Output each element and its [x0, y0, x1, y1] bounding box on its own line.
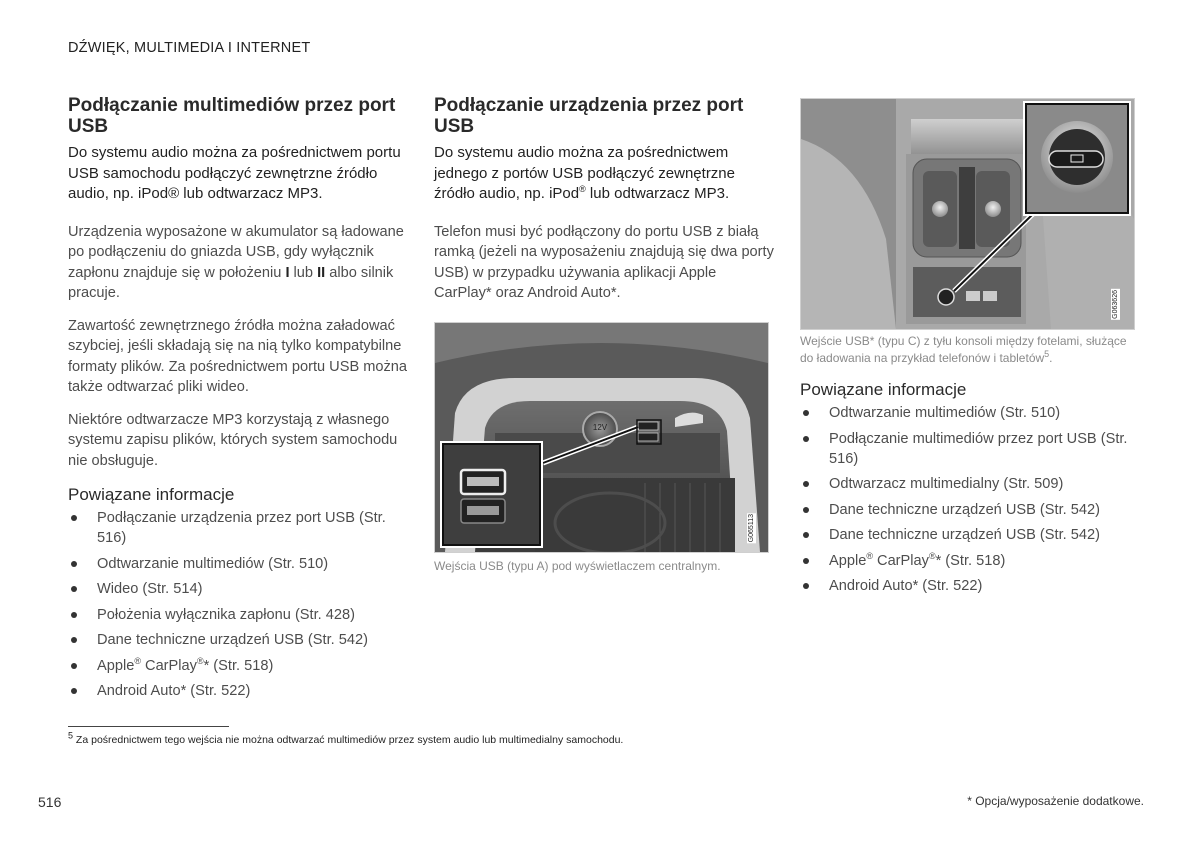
- section-related-info: [800, 380, 1135, 602]
- registered-mark: ®: [579, 184, 586, 194]
- related-list: [800, 403, 1135, 596]
- related-info-title: Powiązane informacje: [800, 380, 967, 399]
- usb-type-c-illustration: [800, 98, 1135, 330]
- section-usb-multimedia: [68, 95, 408, 707]
- figure-caption: [800, 333, 1135, 367]
- footnote: [68, 730, 624, 746]
- figure-id: G063626: [1112, 290, 1119, 319]
- related-link[interactable]: Odtwarzacz multimedialny (Str. 509): [800, 474, 1135, 494]
- related-link[interactable]: Android Auto* (Str. 522): [800, 576, 1135, 596]
- ignition-position-2: II: [317, 264, 326, 281]
- text-span: CarPlay: [140, 657, 197, 674]
- rear-console-drawing: [801, 99, 1134, 329]
- section-title: Podłączanie multimediów przez port USB: [68, 95, 396, 137]
- lead-paragraph: [434, 143, 774, 205]
- 12v-socket-label: 12V: [592, 423, 608, 432]
- section-title: Podłączanie urządzenia przez port USB: [434, 95, 744, 137]
- text-span: lub: [289, 264, 318, 281]
- related-link[interactable]: Dane techniczne urządzeń USB (Str. 542): [68, 630, 408, 650]
- console-drawing: [435, 323, 768, 552]
- option-note: * Opcja/wyposażenie dodatkowe.: [967, 794, 1144, 808]
- registered-mark: ®: [196, 655, 204, 666]
- text-span: Apple: [97, 657, 135, 674]
- text-span: * (Str. 518): [935, 552, 1006, 569]
- related-link[interactable]: Odtwarzanie multimediów (Str. 510): [800, 403, 1135, 423]
- paragraph-phone: Telefon musi być podłączony do portu USB z białą ramką (jeżeli na wyposażeniu znajdują się dwa porty USB) w przypadku używania aplikacji Apple CarPlay* oraz Android Auto*.: [434, 223, 774, 301]
- figure-id: G065113: [748, 514, 755, 543]
- registered-mark: ®: [134, 655, 141, 666]
- text-span: * (Str. 518): [203, 657, 274, 674]
- paragraph-charging: [68, 222, 408, 304]
- ignition-position-1: I: [285, 264, 290, 281]
- related-link[interactable]: Podłączanie multimediów przez port USB (Str. 516): [800, 429, 1135, 469]
- section-usb-device: [434, 95, 774, 316]
- paragraph-mp3: Niektóre odtwarzacze MP3 korzystają z własnego systemu zapisu plików, których system samochodu nie obsługuje.: [68, 411, 398, 469]
- text-span: CarPlay: [872, 552, 929, 569]
- text-span: Apple: [829, 552, 867, 569]
- related-link[interactable]: Podłączanie urządzenia przez port USB (Str. 516): [68, 508, 408, 548]
- footnote-number: 5: [68, 730, 74, 741]
- text-span: albo silnik pracuje.: [68, 264, 394, 301]
- text-span: Wejście USB* (typu C) z tyłu konsoli między fotelami, służące do ładowania na przykład telefonów i tabletów: [800, 334, 1127, 365]
- related-link[interactable]: Odtwarzanie multimediów (Str. 510): [68, 554, 408, 574]
- page-number: 516: [38, 794, 62, 810]
- related-link-carplay[interactable]: [68, 656, 408, 676]
- registered-mark: ®: [928, 550, 936, 561]
- text-span: lub odtwarzacz MP3.: [585, 185, 730, 202]
- related-link-carplay[interactable]: [800, 551, 1135, 571]
- figure-caption: Wejścia USB (typu A) pod wyświetlaczem centralnym.: [434, 559, 721, 573]
- related-link[interactable]: Położenia wyłącznika zapłonu (Str. 428): [68, 605, 408, 625]
- running-head: DŹWIĘK, MULTIMEDIA I INTERNET: [68, 40, 311, 56]
- lead-paragraph: Do systemu audio można za pośrednictwem portu USB samochodu podłączyć zewnętrzne źródło audio, np. iPod® lub odtwarzacz MP3.: [68, 144, 401, 202]
- text-span: Do systemu audio można za pośrednictwem jednego z portów USB podłączyć zewnętrzne źródło audio, np. iPod: [434, 144, 735, 202]
- text-span: Urządzenia wyposażone w akumulator są ładowane po podłączeniu do gniazda USB, gdy wyłącznik zapłonu znajduje się w położeniu: [68, 223, 404, 281]
- related-list: [68, 508, 408, 701]
- related-link[interactable]: Dane techniczne urządzeń USB (Str. 542): [800, 500, 1135, 520]
- related-info-title: Powiązane informacje: [68, 485, 235, 504]
- usb-type-a-illustration: [434, 322, 769, 553]
- text-span: .: [1049, 351, 1053, 365]
- footnote-text: Za pośrednictwem tego wejścia nie można odtwarzać multimediów przez system audio lub multimedialny samochodu.: [73, 734, 624, 746]
- registered-mark: ®: [866, 550, 873, 561]
- footnote-divider: [68, 726, 229, 727]
- related-link[interactable]: Wideo (Str. 514): [68, 579, 408, 599]
- paragraph-formats: Zawartość zewnętrznego źródła można załadować szybciej, jeśli składają się na nią tylko kompatybilne formaty plików. Za pośrednictwem portu USB można także odtwarzać pliki wideo.: [68, 317, 408, 395]
- footnote-ref[interactable]: 5: [1044, 349, 1050, 359]
- related-link[interactable]: Android Auto* (Str. 522): [68, 681, 408, 701]
- related-link[interactable]: Dane techniczne urządzeń USB (Str. 542): [800, 525, 1135, 545]
